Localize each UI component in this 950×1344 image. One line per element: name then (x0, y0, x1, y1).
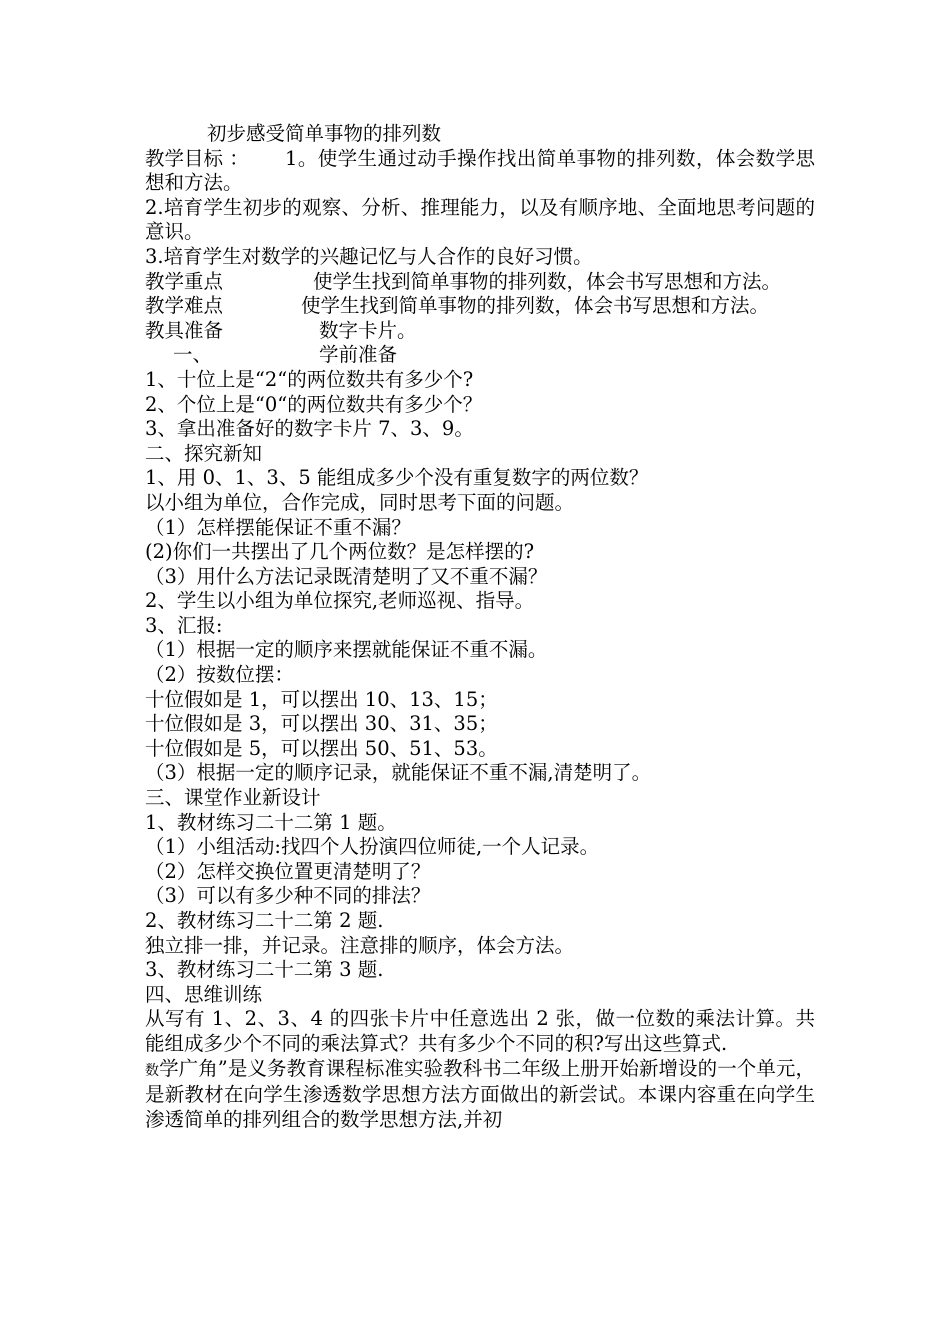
section2-line-5: （3）用什么方法记录既清楚明了又不重不漏？ (145, 564, 548, 588)
objectives-item-1 (145, 147, 815, 196)
difficulty-text: 使学生找到简单事物的排列数，体会书写思想和方法。 (301, 294, 770, 318)
section4-title: 四、思维训练 (145, 982, 263, 1006)
section2-line-6: 2、学生以小组为单位探究,老师巡视、指导。 (145, 589, 535, 613)
section2-line-1: 1、用 0、1、3、5 能组成多少个没有重复数字的两位数？ (145, 466, 649, 490)
section1-line-3: 3、拿出准备好的数字卡片 7、3、9。 (145, 417, 474, 441)
section3-line-7: 3、教材练习二十二第 3 题. (145, 958, 384, 982)
section1-number: 一、 (173, 343, 213, 367)
difficulty (145, 294, 815, 319)
key-point-label: 教学重点 (145, 269, 224, 293)
section2-line-11: 十位假如是 3，可以摆出 30、31、35； (145, 712, 498, 736)
section3-line-4: （3）可以有多少种不同的排法？ (145, 884, 431, 908)
section2-line-2: 以小组为单位，合作完成，同时思考下面的问题。 (145, 490, 575, 514)
section3-line-6: 独立排一排，并记录。注意排的顺序，体会方法。 (145, 933, 575, 957)
section2-line-13: （3）根据一定的顺序记录，就能保证不重不漏,清楚明了。 (145, 761, 652, 785)
section2-line-7: 3、汇报: (145, 613, 223, 637)
key-point (145, 270, 815, 295)
section2-line-3: （1）怎样摆能保证不重不漏？ (145, 515, 411, 539)
closing-lead: 数 (145, 1062, 160, 1079)
section1-line-1: 1、十位上是“2“的两位数共有多少个? (145, 367, 474, 391)
objectives-item-2: 2.培育学生初步的观察、分析、推理能力，以及有顺序地、全面地思考问题的意识。 (145, 195, 815, 244)
section2-line-4: (2)你们一共摆出了几个两位数？是怎样摆的? (145, 540, 535, 564)
section3-line-5: 2、教材练习二十二第 2 题. (145, 909, 384, 932)
section2-line-12: 十位假如是 5，可以摆出 50、51、53。 (145, 736, 498, 760)
key-point-text: 使学生找到简单事物的排列数，体会书写思想和方法。 (313, 269, 782, 293)
section3-line-3: （2）怎样交换位置更清楚明了？ (145, 859, 431, 883)
objectives-item-3: 3.培育学生对数学的兴趣记忆与人合作的良好习惯。 (145, 244, 593, 268)
tools-text: 数字卡片。 (319, 318, 417, 342)
document-body (145, 122, 815, 1132)
difficulty-label: 教学难点 (145, 294, 224, 318)
section1-heading (145, 343, 815, 368)
objectives-label: 教学目标 ： (145, 146, 249, 170)
section3-line-1: 1、教材练习二十二第 1 题。 (145, 810, 397, 834)
section1-title: 学前准备 (319, 343, 398, 367)
section2-line-9: （2）按数位摆： (145, 663, 294, 687)
tools (145, 319, 815, 344)
section1-line-2: 2、个位上是“0“的两位数共有多少个？ (145, 392, 483, 416)
tools-label: 教具准备 (145, 318, 224, 342)
section3-line-2: （1）小组活动:找四个人扮演四位师徒,一个人记录。 (145, 835, 600, 859)
section3-title: 三、课堂作业新设计 (145, 786, 321, 810)
section2-line-8: （1）根据一定的顺序来摆就能保证不重不漏。 (145, 638, 548, 662)
document-title: 初步感受简单事物的排列数 (207, 122, 442, 145)
section2-title: 二、探究新知 (145, 441, 263, 465)
closing-paragraph (145, 1057, 815, 1133)
objectives-text-1: 1。使学生通过动手操作找出简单事物的排列数，体会数学思想和方法。 (145, 146, 815, 195)
section2-line-10: 十位假如是 1，可以摆出 10、13、15； (145, 687, 498, 711)
closing-text: 学广角”是义务教育课程标准实验教科书二年级上册开始新增设的一个单元，是新教材在向学生渗透数学思想方法方面做出的新尝试。本课内容重在向学生渗透简单的排列组合的数学思想方法,并初 (145, 1056, 815, 1131)
section4-text: 从写有 1、2、3、4 的四张卡片中任意选出 2 张，做一位数的乘法计算。共能组成多少个不同的乘法算式？共有多少个不同的积?写出这些算式. (145, 1007, 815, 1055)
